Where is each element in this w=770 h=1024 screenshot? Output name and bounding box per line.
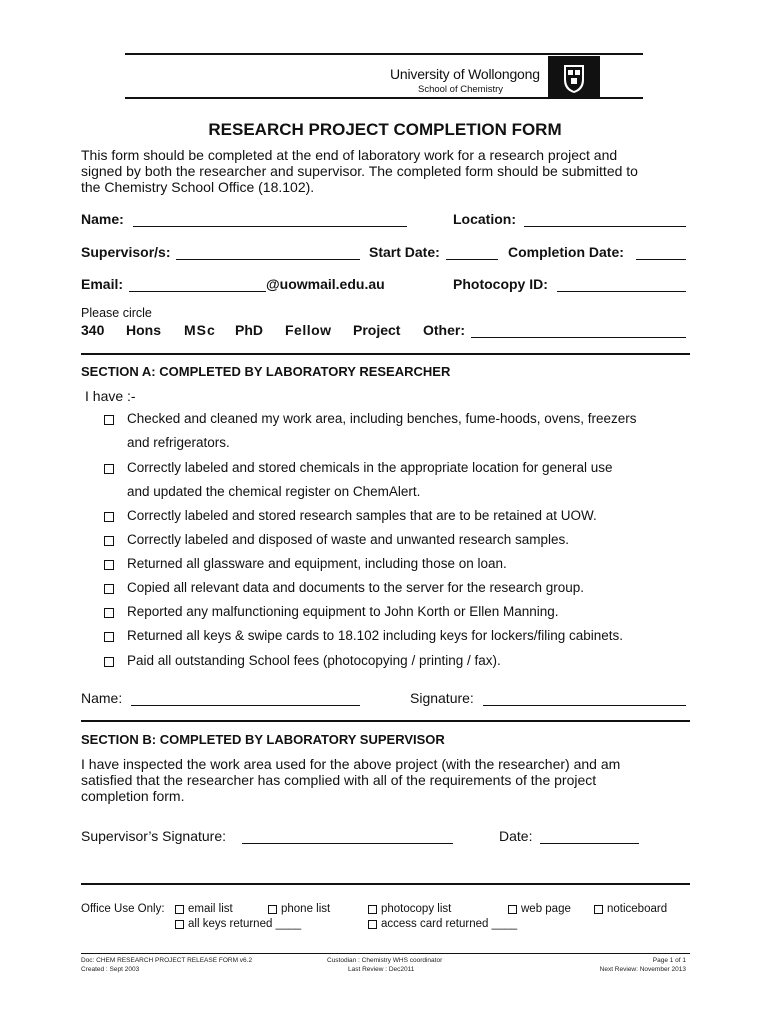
checkbox-noticeboard[interactable] bbox=[594, 905, 603, 914]
access-card-label: access card returned ____ bbox=[381, 918, 518, 930]
footer-doc: Doc: CHEM RESEARCH PROJECT RELEASE FORM v6.2 bbox=[81, 957, 253, 964]
checkbox-glassware[interactable] bbox=[104, 560, 114, 570]
email-list-label: email list bbox=[188, 903, 233, 915]
intro-line-1: This form should be completed at the end of laboratory work for a research project and bbox=[81, 147, 618, 163]
checkbox-phone-list[interactable] bbox=[268, 905, 277, 914]
section-b-heading: SECTION B: COMPLETED BY LABORATORY SUPERVISOR bbox=[81, 732, 445, 747]
item-samples: Correctly labeled and stored research samples that are to be retained at UOW. bbox=[127, 508, 597, 523]
item-work-area: Checked and cleaned my work area, including benches, fume-hoods, ovens, freezers bbox=[127, 411, 637, 426]
intro-line-2: signed by both the researcher and supervisor. The completed form should be submitted to bbox=[81, 163, 638, 179]
section-a-intro: I have :- bbox=[85, 388, 136, 404]
supervisor-label: Supervisor/s: bbox=[81, 244, 171, 260]
noticeboard-label: noticeboard bbox=[607, 903, 668, 915]
location-label: Location: bbox=[453, 211, 516, 227]
checkbox-equipment[interactable] bbox=[104, 608, 114, 618]
checkbox-waste[interactable] bbox=[104, 536, 114, 546]
email-field[interactable] bbox=[129, 277, 266, 292]
option-project[interactable]: Project bbox=[353, 322, 401, 338]
all-keys-label: all keys returned ____ bbox=[188, 918, 302, 930]
intro-line-3: the Chemistry School Office (18.102). bbox=[81, 179, 315, 195]
completion-date-label: Completion Date: bbox=[508, 244, 624, 260]
completion-date-field[interactable] bbox=[636, 245, 686, 260]
checkbox-work-area[interactable] bbox=[104, 415, 114, 425]
item-chemicals: Correctly labeled and stored chemicals in the appropriate location for general use bbox=[127, 460, 613, 475]
option-phd[interactable]: PhD bbox=[235, 322, 263, 338]
university-name: University of Wollongong bbox=[390, 66, 540, 82]
option-hons[interactable]: Hons bbox=[126, 322, 161, 338]
form-title: RESEARCH PROJECT COMPLETION FORM bbox=[208, 120, 562, 139]
option-340[interactable]: 340 bbox=[81, 322, 105, 338]
item-equipment: Reported any malfunctioning equipment to John Korth or Ellen Manning. bbox=[127, 604, 559, 619]
item-work-area-cont: and refrigerators. bbox=[127, 435, 230, 450]
header-bottom-rule bbox=[125, 97, 643, 99]
section-a-heading: SECTION A: COMPLETED BY LABORATORY RESEARCHER bbox=[81, 364, 451, 379]
footer-page: Page 1 of 1 bbox=[652, 957, 686, 964]
section-b-line-1: I have inspected the work area used for the above project (with the researcher) and am bbox=[81, 756, 621, 772]
email-domain: @uowmail.edu.au bbox=[266, 276, 385, 292]
footer-created: Created : Sept 2003 bbox=[81, 966, 140, 973]
item-fees: Paid all outstanding School fees (photocopying / printing / fax). bbox=[127, 653, 501, 668]
option-fellow[interactable]: Fellow bbox=[285, 322, 332, 338]
checkbox-web-page[interactable] bbox=[508, 905, 517, 914]
section-b-rule bbox=[81, 720, 690, 722]
photocopy-id-field[interactable] bbox=[557, 277, 686, 292]
section-b-line-3: completion form. bbox=[81, 788, 185, 804]
researcher-name-label: Name: bbox=[81, 690, 123, 706]
start-date-field[interactable] bbox=[446, 245, 498, 260]
checkbox-keys[interactable] bbox=[104, 632, 114, 642]
checkbox-photocopy-list[interactable] bbox=[368, 905, 377, 914]
location-field[interactable] bbox=[524, 212, 686, 227]
name-label: Name: bbox=[81, 211, 124, 227]
footer-last-review: Last Review : Dec2011 bbox=[348, 966, 415, 973]
supervisor-signature-field[interactable] bbox=[242, 829, 453, 844]
option-msc[interactable]: MSc bbox=[184, 322, 216, 338]
school-name: School of Chemistry bbox=[418, 84, 504, 95]
footer-rule bbox=[81, 953, 690, 954]
photocopy-list-label: photocopy list bbox=[381, 903, 452, 915]
other-field[interactable] bbox=[471, 323, 686, 338]
office-use-label: Office Use Only: bbox=[81, 903, 165, 915]
checkbox-fees[interactable] bbox=[104, 657, 114, 667]
section-b-line-2: satisfied that the researcher has complied with all of the requirements of the project bbox=[81, 772, 597, 788]
start-date-label: Start Date: bbox=[369, 244, 440, 260]
checkbox-chemicals[interactable] bbox=[104, 464, 114, 474]
researcher-signature-label: Signature: bbox=[410, 690, 474, 706]
item-glassware: Returned all glassware and equipment, including those on loan. bbox=[127, 556, 507, 571]
university-crest-icon bbox=[548, 56, 600, 98]
checkbox-data[interactable] bbox=[104, 584, 114, 594]
item-data: Copied all relevant data and documents to the server for the research group. bbox=[127, 580, 585, 595]
researcher-signature-field[interactable] bbox=[483, 691, 686, 706]
supervisor-date-field[interactable] bbox=[540, 829, 639, 844]
header-top-rule bbox=[125, 53, 643, 55]
researcher-name-field[interactable] bbox=[131, 691, 360, 706]
name-field[interactable] bbox=[133, 212, 407, 227]
item-waste: Correctly labeled and disposed of waste and unwanted research samples. bbox=[127, 532, 570, 547]
photocopy-id-label: Photocopy ID: bbox=[453, 276, 548, 292]
section-a-rule bbox=[81, 353, 690, 355]
phone-list-label: phone list bbox=[281, 903, 331, 915]
supervisor-date-label: Date: bbox=[499, 828, 533, 844]
item-chemicals-cont: and updated the chemical register on ChemAlert. bbox=[127, 484, 421, 499]
supervisor-field[interactable] bbox=[176, 245, 360, 260]
supervisor-signature-label: Supervisor’s Signature: bbox=[81, 828, 227, 844]
please-circle-label: Please circle bbox=[81, 306, 152, 320]
email-label: Email: bbox=[81, 276, 124, 292]
checkbox-samples[interactable] bbox=[104, 512, 114, 522]
web-page-label: web page bbox=[521, 903, 571, 915]
other-label: Other: bbox=[423, 322, 465, 338]
checkbox-access-card[interactable] bbox=[368, 920, 377, 929]
checkbox-all-keys[interactable] bbox=[175, 920, 184, 929]
item-keys: Returned all keys & swipe cards to 18.102 including keys for lockers/filing cabinets. bbox=[127, 628, 623, 643]
footer-next-review: Next Review: November 2013 bbox=[599, 966, 686, 973]
checkbox-email-list[interactable] bbox=[175, 905, 184, 914]
office-rule bbox=[81, 883, 690, 885]
footer-custodian: Custodian : Chemistry WHS coordinator bbox=[327, 957, 443, 964]
